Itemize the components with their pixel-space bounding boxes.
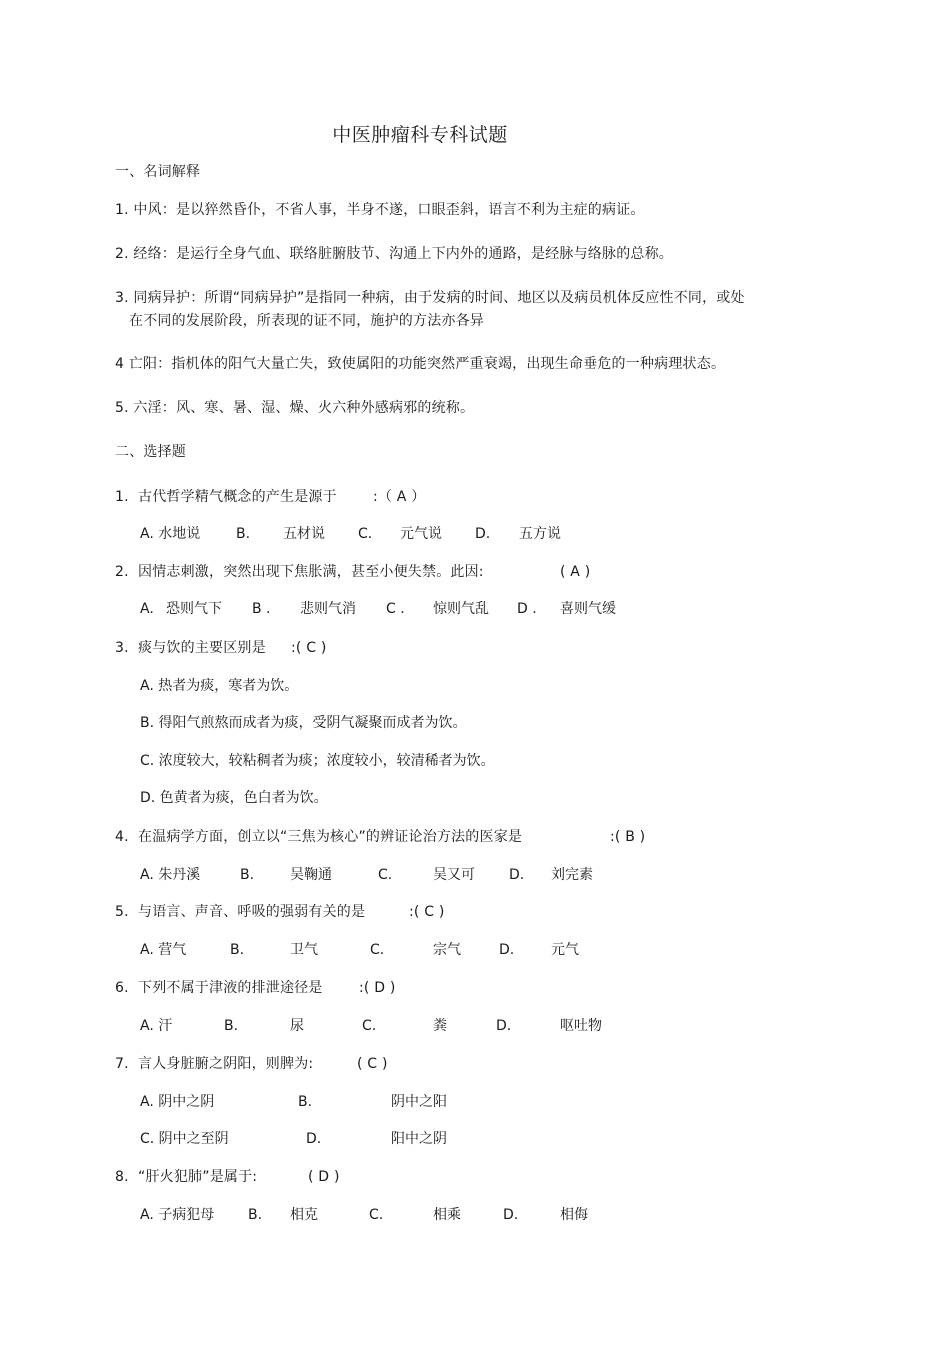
question-answer: :( C ) <box>291 640 327 656</box>
option: B. 得阳气煎熬而成者为痰，受阴气凝聚而成者为饮。 <box>140 715 467 731</box>
option: A. 朱丹溪 <box>140 867 201 883</box>
option: A. 阴中之阴 <box>140 1094 215 1110</box>
option: 尿 <box>290 1018 304 1034</box>
option: D. <box>509 867 525 883</box>
option: 五材说 <box>283 526 325 542</box>
term-definition: 5. 六淫：风、寒、暑、湿、燥、火六种外感病邪的统称。 <box>115 400 475 416</box>
question-answer: :( D ) <box>359 980 396 996</box>
option: A. 营气 <box>140 942 187 958</box>
option: A. <box>140 601 154 617</box>
question <box>115 826 815 848</box>
option-row <box>140 1091 780 1113</box>
option-row <box>140 523 780 545</box>
option: D . <box>517 601 537 617</box>
question-number: 5. <box>115 904 129 920</box>
option: C. 阴中之至阴 <box>140 1131 229 1147</box>
option: C . <box>386 601 405 617</box>
question <box>115 1053 815 1075</box>
question <box>115 977 815 999</box>
question-answer: ( A ) <box>560 564 591 580</box>
option: 惊则气乱 <box>433 601 489 617</box>
question-text: 下列不属于津液的排泄途径是 <box>138 980 323 996</box>
question-number: 6. <box>115 980 129 996</box>
option: B. <box>230 942 245 958</box>
option-row <box>140 675 780 697</box>
question <box>115 901 815 923</box>
option: B. <box>236 526 251 542</box>
option: B. <box>248 1207 263 1223</box>
question-number: 7. <box>115 1056 129 1072</box>
question-answer: :（ A ） <box>373 489 426 505</box>
option: B . <box>252 601 271 617</box>
question-number: 8. <box>115 1169 129 1185</box>
option-row <box>140 864 780 886</box>
term-definition-continued: 在不同的发展阶段，所表现的证不同，施护的方法亦各异 <box>129 313 484 329</box>
option: 吴鞠通 <box>290 867 332 883</box>
option: 刘完素 <box>551 867 593 883</box>
option: 元气说 <box>400 526 442 542</box>
option: C. <box>369 1207 384 1223</box>
question-number: 4. <box>115 829 129 845</box>
option: 相侮 <box>560 1207 588 1223</box>
option: C. <box>378 867 393 883</box>
option: 阳中之阴 <box>391 1131 447 1147</box>
question-number: 2. <box>115 564 129 580</box>
option: 吴又可 <box>433 867 475 883</box>
option: D. <box>306 1131 322 1147</box>
option-row <box>140 598 780 620</box>
question-text: 在温病学方面，创立以“三焦为核心”的辨证论治方法的医家是 <box>138 829 523 845</box>
question-text: 痰与饮的主要区别是 <box>138 640 266 656</box>
question-number: 3. <box>115 640 129 656</box>
question-answer: :( B ) <box>610 829 646 845</box>
option-row <box>140 939 780 961</box>
option-row <box>140 1204 780 1226</box>
option: 相乘 <box>433 1207 461 1223</box>
option: D. <box>496 1018 512 1034</box>
option: B. <box>224 1018 239 1034</box>
term-definition: 2. 经络：是运行全身气血、联络脏腑肢节、沟通上下内外的通路，是经脉与络脉的总称。 <box>115 246 674 262</box>
question-number: 1. <box>115 489 129 505</box>
question <box>115 637 815 659</box>
term-definition: 1. 中风：是以猝然昏仆，不省人事，半身不遂，口眼歪斜，语言不利为主症的病证。 <box>115 202 645 218</box>
option: 宗气 <box>433 942 461 958</box>
option-row <box>140 750 780 772</box>
option: A. 热者为痰，寒者为饮。 <box>140 678 299 694</box>
document-title: 中医肿瘤科专科试题 <box>332 124 508 146</box>
option: D. <box>499 942 515 958</box>
option: C. <box>358 526 373 542</box>
question-answer: ( C ) <box>357 1056 388 1072</box>
question-text: 言人身脏腑之阴阳，则脾为: <box>138 1056 314 1072</box>
option: 五方说 <box>519 526 561 542</box>
section-heading-terms: 一、名词解释 <box>115 164 201 180</box>
option: C. <box>362 1018 377 1034</box>
term-definition: 3. 同病异护：所谓“同病异护”是指同一种病，由于发病的时间、地区以及病员机体反应性不同，或处 <box>115 290 745 306</box>
question <box>115 1166 815 1188</box>
option: 恐则气下 <box>166 601 222 617</box>
question-text: 古代哲学精气概念的产生是源于 <box>138 489 337 505</box>
option: A. 汗 <box>140 1018 173 1034</box>
option: A. 水地说 <box>140 526 201 542</box>
section-heading-choice: 二、选择题 <box>115 444 186 460</box>
option-row <box>140 1015 780 1037</box>
term-definition: 4 亡阳：指机体的阳气大量亡失，致使属阳的功能突然严重衰竭，出现生命垂危的一种病理状态。 <box>115 356 726 372</box>
option: B. <box>298 1094 313 1110</box>
question-answer: ( D ) <box>308 1169 340 1185</box>
option: 阴中之阳 <box>391 1094 447 1110</box>
option: 卫气 <box>290 942 318 958</box>
option: 悲则气消 <box>300 601 356 617</box>
option: D. 色黄者为痰，色白者为饮。 <box>140 790 328 806</box>
question-text: 因情志刺激，突然出现下焦胀满，甚至小便失禁。此因: <box>138 564 484 580</box>
option: A. 子病犯母 <box>140 1207 215 1223</box>
option: 粪 <box>433 1018 447 1034</box>
option-row <box>140 712 780 734</box>
option: 元气 <box>551 942 579 958</box>
option: 喜则气缓 <box>560 601 616 617</box>
option: D. <box>503 1207 519 1223</box>
option: C. 浓度较大，较粘稠者为痰；浓度较小，较清稀者为饮。 <box>140 753 495 769</box>
option: D. <box>475 526 491 542</box>
question-text: “肝火犯肺”是属于: <box>138 1169 258 1185</box>
option: B. <box>240 867 255 883</box>
option: C. <box>370 942 385 958</box>
question <box>115 486 815 508</box>
question-answer: :( C ) <box>409 904 445 920</box>
option: 相克 <box>290 1207 318 1223</box>
option: 呕吐物 <box>560 1018 602 1034</box>
question-text: 与语言、声音、呼吸的强弱有关的是 <box>138 904 366 920</box>
option-row <box>140 1128 780 1150</box>
option-row <box>140 787 780 809</box>
question <box>115 561 815 583</box>
